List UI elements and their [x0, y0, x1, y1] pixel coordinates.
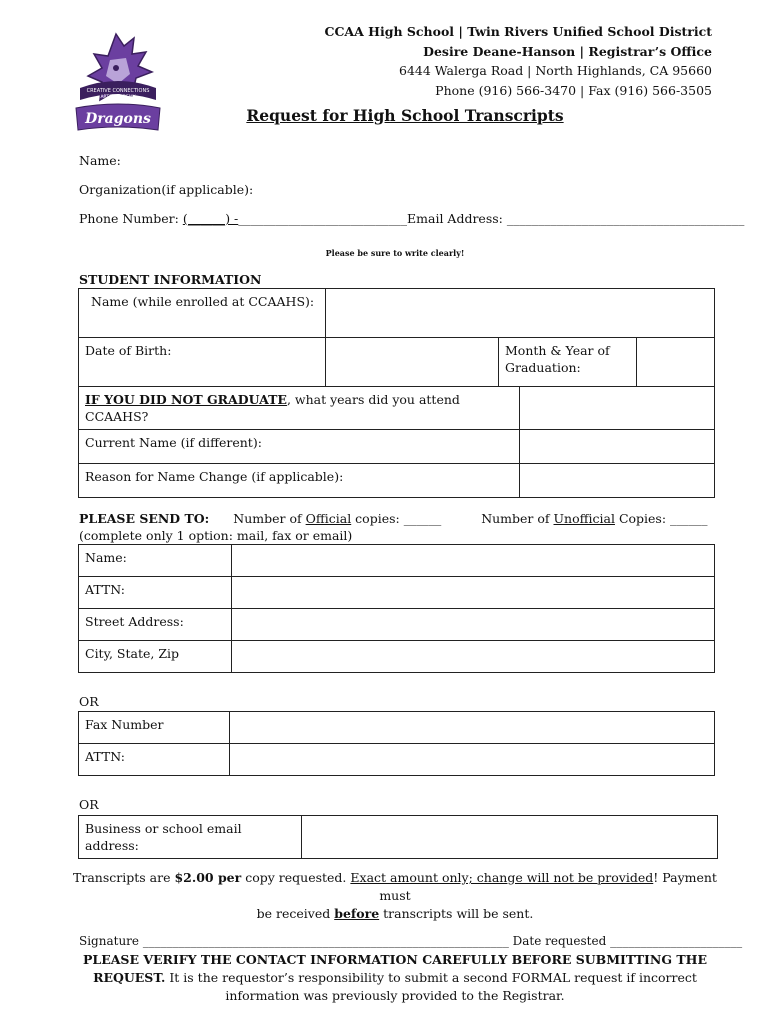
send-subheading: (complete only 1 option: mail, fax or email)	[79, 528, 353, 543]
mail-table	[78, 544, 715, 673]
years-attended-input[interactable]	[520, 387, 715, 430]
grad-input[interactable]	[637, 338, 715, 387]
not-graduate-label	[79, 387, 520, 430]
phone-email-row	[79, 211, 744, 226]
school-header	[325, 22, 712, 100]
dob-input[interactable]	[326, 338, 499, 387]
current-name-input[interactable]	[520, 430, 715, 464]
phone-field[interactable]: (______) -	[182, 211, 239, 226]
grad-label: Month & Year of Graduation:	[499, 338, 637, 387]
mail-attn-input[interactable]	[232, 577, 715, 609]
write-clearly-note: Please be sure to write clearly!	[325, 248, 465, 258]
unofficial-copies-label[interactable]: Number of Unofficial Copies: ______	[481, 511, 708, 526]
mail-attn-label: ATTN:	[79, 577, 232, 609]
fax-table	[78, 711, 715, 776]
header-line-4: Phone (916) 566-3470 | Fax (916) 566-3505	[435, 82, 712, 98]
not-graduate-rest: , what years did you attend CCAAHS?	[85, 392, 460, 424]
email-table	[78, 815, 718, 859]
fax-attn-input[interactable]	[230, 744, 715, 776]
name-field[interactable]: Name:	[79, 153, 121, 168]
fax-attn-label: ATTN:	[79, 744, 230, 776]
reason-label: Reason for Name Change (if applicable):	[79, 464, 520, 498]
student-info-table	[78, 288, 715, 387]
phone-label: Phone Number:	[79, 211, 183, 226]
send-heading: PLEASE SEND TO:	[79, 511, 210, 526]
business-email-input[interactable]	[302, 816, 718, 859]
organization-field[interactable]: Organization(if applicable):	[79, 182, 254, 197]
payment-line2-post: transcripts will be sent.	[379, 906, 534, 921]
verify-notice	[60, 951, 730, 1005]
payment-mid: copy requested.	[241, 870, 351, 885]
business-email-label: Business or school email address:	[79, 816, 302, 859]
svg-text:CREATIVE CONNECTIONS: CREATIVE CONNECTIONS	[86, 88, 150, 94]
payment-notice	[60, 869, 730, 923]
city-state-zip-input[interactable]	[232, 641, 715, 673]
payment-line2-pre: be received	[256, 906, 335, 921]
attendance-table	[78, 386, 715, 498]
current-name-label: Current Name (if different):	[79, 430, 520, 464]
fax-number-label: Fax Number	[79, 712, 230, 744]
header-line-3: 6444 Walerga Road | North Highlands, CA 95660	[399, 63, 712, 78]
page-title: Request for High School Transcripts	[246, 106, 564, 125]
verify-bold: PLEASE VERIFY THE CONTACT INFORMATION CAREFULLY BEFORE SUBMITTING THE REQUEST.	[83, 952, 707, 985]
student-name-input[interactable]	[326, 289, 715, 338]
street-address-label: Street Address:	[79, 609, 232, 641]
payment-price: $2.00 per	[174, 870, 242, 885]
mail-name-label: Name:	[79, 545, 232, 577]
payment-pre: Transcripts are	[73, 870, 175, 885]
payment-before: before	[334, 906, 380, 921]
send-heading-row	[79, 511, 708, 526]
verify-rest: It is the requestor’s responsibility to submit a second FORMAL request if incorrect information was previously provided to the Registrar.	[165, 970, 697, 1003]
fax-number-input[interactable]	[230, 712, 715, 744]
mail-name-input[interactable]	[232, 545, 715, 577]
payment-exact: Exact amount only; change will not be provided	[350, 870, 654, 885]
student-info-heading: STUDENT INFORMATION	[79, 272, 262, 287]
signature-line[interactable]: Signature _____________________________________________________________ Date requested ______________________	[79, 934, 743, 948]
or-divider-1: OR	[79, 694, 99, 709]
logo-word: Dragons	[85, 111, 151, 127]
or-divider-2: OR	[79, 797, 99, 812]
reason-input[interactable]	[520, 464, 715, 498]
official-copies-label[interactable]: Number of Official copies: ______	[233, 511, 442, 526]
not-graduate-bold: IF YOU DID NOT GRADUATE	[85, 392, 287, 407]
header-line-1: CCAA High School | Twin Rivers Unified School District	[324, 24, 712, 39]
city-state-zip-label: City, State, Zip	[79, 641, 232, 673]
street-address-input[interactable]	[232, 609, 715, 641]
email-field[interactable]: Email Address: ______________________________________	[407, 211, 745, 226]
phone-line[interactable]: ___________________________	[238, 211, 408, 226]
student-name-label: Name (while enrolled at CCAAHS):	[79, 289, 326, 338]
header-line-2: Desire Deane-Hanson | Registrar’s Office	[423, 43, 712, 59]
svg-text:ARTS ACADEMY: ARTS ACADEMY	[100, 95, 136, 100]
payment-post: ! Payment must	[379, 870, 717, 903]
dob-label: Date of Birth:	[79, 338, 326, 387]
